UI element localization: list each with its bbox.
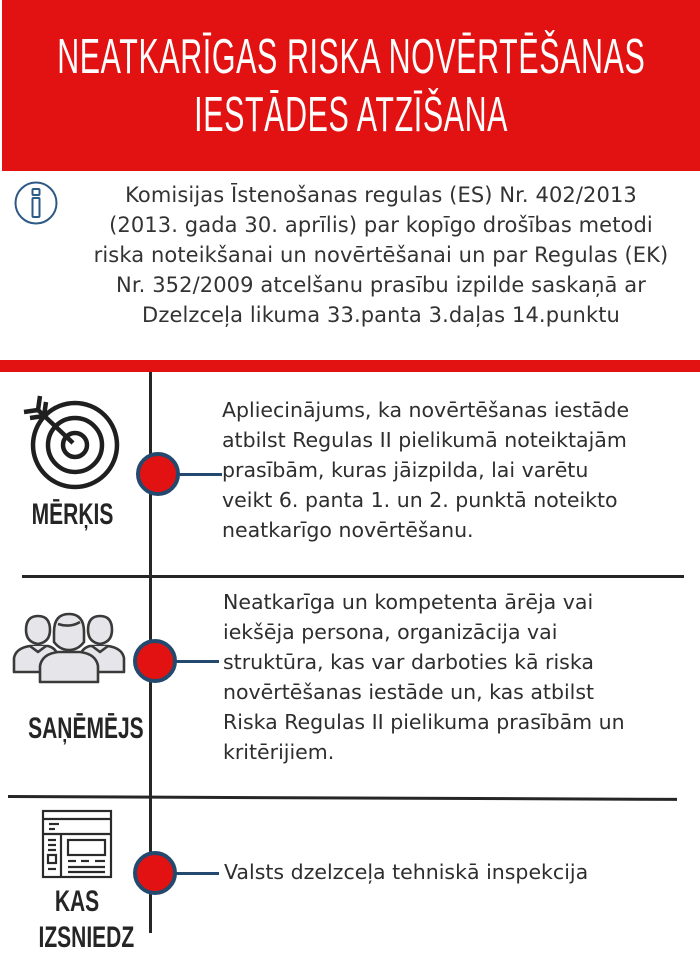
people-group-icon <box>12 612 126 684</box>
text-line: Riska Regulas II pielikuma prasībām un <box>223 710 625 734</box>
label-line: IZSNIEDZ <box>38 921 135 954</box>
info-line: (2013. gada 30. aprīlis) par kopīgo drošības metodi <box>109 213 653 237</box>
text-line: struktūra, kas var darboties kā riska <box>223 650 594 674</box>
info-line: Dzelzceļa likuma 33.panta 3.daļas 14.punktu <box>142 303 620 327</box>
title-banner <box>2 0 700 171</box>
text-line: atbilst Regulas II pielikumā noteiktajām <box>222 428 627 452</box>
timeline-dot <box>133 851 177 895</box>
section-text-goal <box>222 395 629 545</box>
timeline-dot <box>133 639 177 683</box>
regulation-reference <box>62 180 700 330</box>
info-line: Komisijas Īstenošanas regulas (ES) Nr. 402/2013 <box>125 183 637 207</box>
text-line: prasībām, kuras jāizpilda, lai varētu <box>222 458 589 482</box>
section-divider-band <box>0 360 700 372</box>
text-line: Apliecinājums, ka novērtēšanas iestāde <box>222 398 630 422</box>
title-line-1: NEATKARĪGAS RISKA NOVĒRTĒŠANAS <box>56 29 646 84</box>
info-line: riska noteikšanai un novērtēšanai un par Regulas (EK) <box>93 243 669 267</box>
text-line: veikt 6. panta 1. un 2. punktā noteikto <box>222 488 618 512</box>
document-layout-icon <box>41 809 113 879</box>
info-icon <box>13 180 59 226</box>
text-line: neatkarīgo novērtēšanu. <box>222 518 474 542</box>
text-line: novērtēšanas iestāde un, kas atbilst <box>223 680 595 704</box>
section-label-issuer <box>38 884 135 956</box>
text-line: Valsts dzelzceļa tehniskā inspekcija <box>224 860 589 884</box>
section-label-goal: MĒRĶIS <box>31 498 114 531</box>
timeline-connector <box>173 872 219 875</box>
target-icon <box>10 388 128 492</box>
timeline-connector <box>176 473 222 476</box>
title-line-2: IESTĀDES ATZĪŠANA <box>194 87 508 142</box>
text-line: iekšēja persona, organizācija vai <box>223 620 558 644</box>
info-line: Nr. 352/2009 atcelšanu prasību izpilde saskaņā ar <box>116 273 646 297</box>
timeline-dot <box>136 452 180 496</box>
text-line: Neatkarīga un kompetenta ārēja vai <box>223 590 594 614</box>
label-line: KAS <box>54 885 100 918</box>
text-line: kritērijiem. <box>223 740 335 764</box>
section-text-issuer <box>224 857 588 887</box>
section-text-recipient <box>223 587 625 767</box>
timeline-connector <box>173 660 219 663</box>
row-divider <box>8 795 677 801</box>
row-divider <box>22 575 684 578</box>
section-label-recipient: SAŅĒMĒJS <box>28 712 144 745</box>
